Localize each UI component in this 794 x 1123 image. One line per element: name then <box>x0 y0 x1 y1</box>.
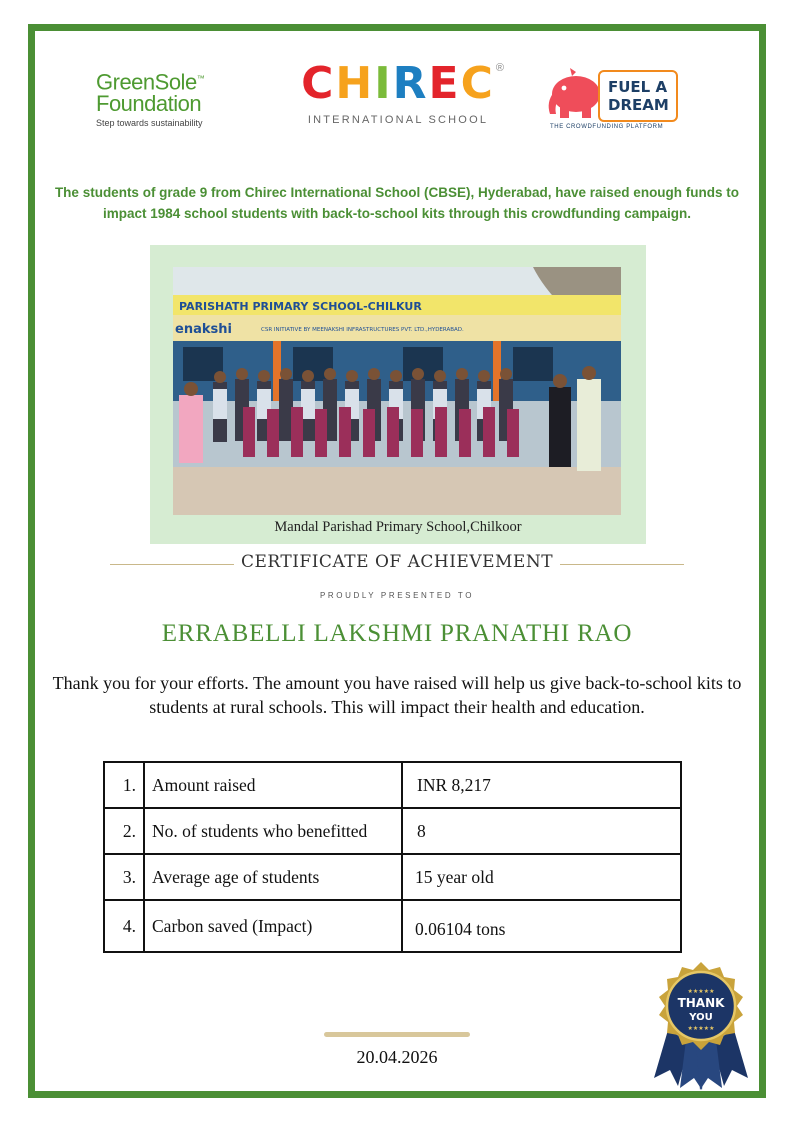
seal-stars-bottom: ★★★★★ <box>687 1025 715 1032</box>
recipient-name: ERRABELLI LAKSHMI PRANATHI RAO <box>161 620 633 647</box>
certificate-title-row <box>110 552 684 576</box>
seal-stars-top: ★★★★★ <box>687 988 715 995</box>
chirec-logo <box>288 60 508 130</box>
row-value: 8 <box>402 808 681 854</box>
dream-text: DREAM <box>608 96 669 114</box>
photo-caption: Mandal Parishad Primary School,Chilkoor <box>274 519 522 535</box>
chirec-letter: R <box>392 58 429 109</box>
group-photo <box>173 267 621 515</box>
thank-you-message: Thank you for your efforts. The amount you have raised will help us give back-to-school kits to students at rural schools. This will impact their health and education. <box>52 673 742 717</box>
certificate-date: 20.04.2026 <box>356 1047 438 1067</box>
table-row <box>104 900 681 952</box>
table-row <box>104 854 681 900</box>
row-value: 0.06104 tons <box>402 900 681 952</box>
row-number: 2. <box>104 808 144 854</box>
certificate-title: CERTIFICATE OF ACHIEVEMENT <box>240 552 554 572</box>
row-value: 15 year old <box>402 854 681 900</box>
registered-mark: ® <box>495 62 504 74</box>
thank-you-seal <box>646 960 756 1092</box>
fuel-a-dream-wordmark <box>598 70 678 122</box>
row-number: 3. <box>104 854 144 900</box>
impact-table <box>103 761 682 953</box>
chirec-letter: H <box>335 58 375 109</box>
row-value: INR 8,217 <box>402 762 681 808</box>
seal-text-line1: THANK <box>677 996 725 1010</box>
row-number: 1. <box>104 762 144 808</box>
seal-text-line2: YOU <box>689 1012 713 1023</box>
row-label: Carbon saved (Impact) <box>144 900 402 952</box>
row-label: Average age of students <box>144 854 402 900</box>
presented-to-label: PROUDLY PRESENTED TO <box>319 591 475 600</box>
row-number: 4. <box>104 900 144 952</box>
intro-statement: The students of grade 9 from Chirec International School (CBSE), Hyderabad, have raised enough funds to impact 1984 school students with back-to-school kits through this crowdfunding campaign. <box>54 185 740 221</box>
school-sign-text: PARISHATH PRIMARY SCHOOL-CHILKUR <box>179 300 422 313</box>
signature-line <box>324 1032 470 1037</box>
chirec-letter: E <box>428 58 461 109</box>
chirec-subtitle: INTERNATIONAL SCHOOL <box>307 114 489 126</box>
greensole-foundation-logo <box>96 68 236 130</box>
table-row <box>104 808 681 854</box>
chirec-letter: C <box>460 58 495 109</box>
greensole-tagline: Step towards sustainability <box>96 118 203 129</box>
greensole-name: GreenSole™ <box>96 69 205 95</box>
csr-sign-text: CSR INITIATIVE BY MEENAKSHI INFRASTRUCTURES PVT. LTD.,HYDERABAD. <box>261 327 464 333</box>
sponsor-sign-text: enakshi <box>175 322 232 337</box>
fuel-a-text: FUEL A <box>608 78 668 96</box>
row-label: Amount raised <box>144 762 402 808</box>
fuel-a-dream-logo <box>546 66 682 134</box>
row-label: No. of students who benefitted <box>144 808 402 854</box>
chirec-letter: C <box>301 58 336 109</box>
table-row <box>104 762 681 808</box>
chirec-letter: I <box>374 58 393 109</box>
chirec-wordmark <box>288 60 508 108</box>
fuel-a-dream-tagline: THE CROWDFUNDING PLATFORM <box>550 124 664 130</box>
foundation-name: Foundation <box>96 91 202 117</box>
photo-frame <box>150 245 646 544</box>
